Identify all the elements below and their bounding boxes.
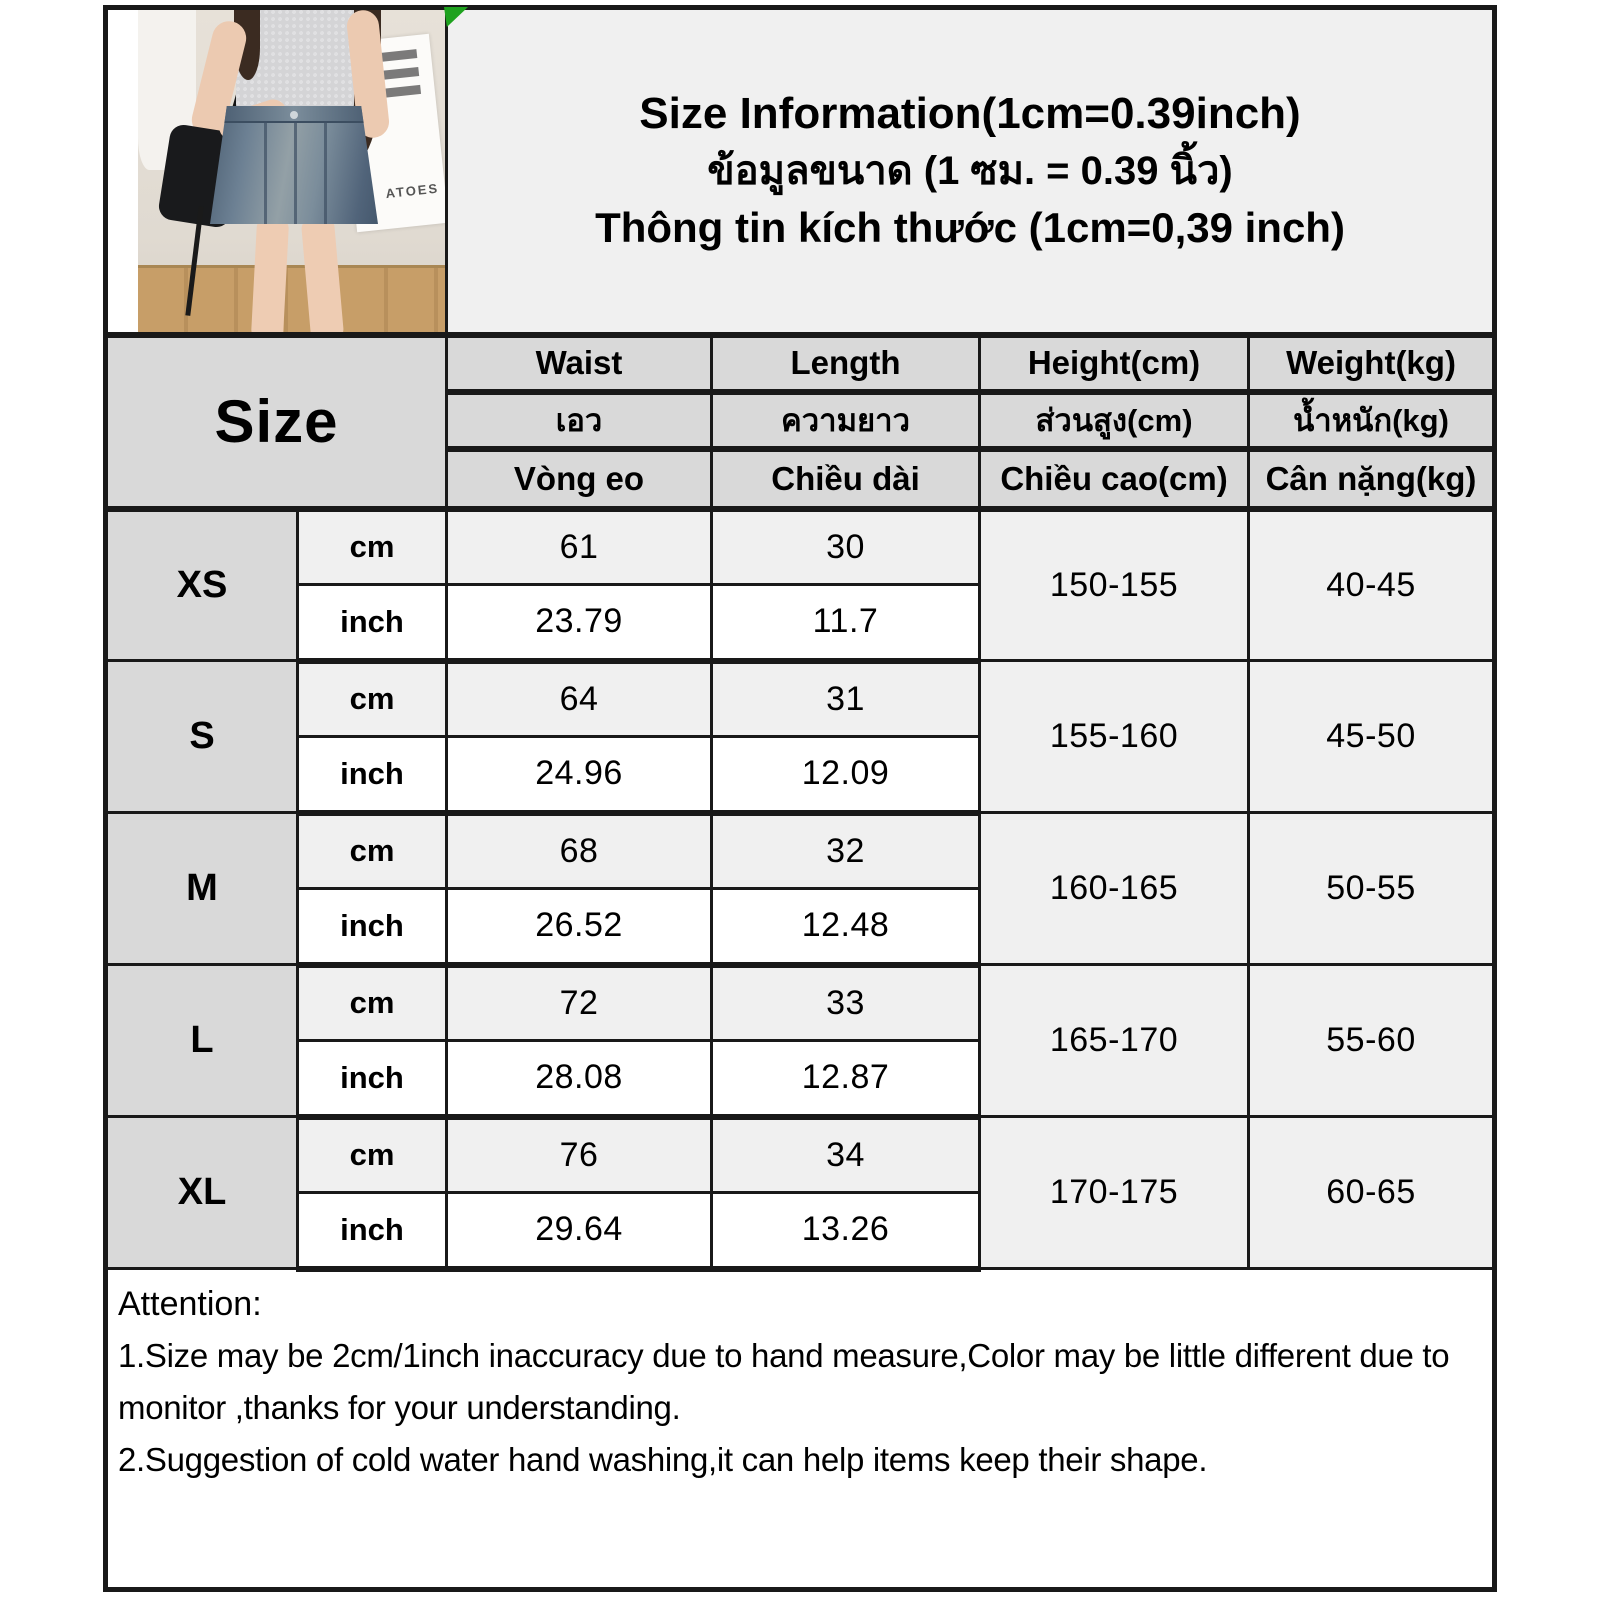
l-length-cm: 33 (712, 965, 980, 1041)
unit-cm: cm (298, 661, 447, 737)
s-waist-cm: 64 (447, 661, 712, 737)
unit-inch: inch (298, 889, 447, 965)
denim-skirt (210, 106, 378, 224)
s-length-cm: 31 (712, 661, 980, 737)
xl-waist-cm: 76 (447, 1117, 712, 1193)
size-information-table (103, 5, 1497, 1592)
unit-inch: inch (298, 585, 447, 661)
unit-cm: cm (298, 965, 447, 1041)
column-header-weight-vi: Cân nặng(kg) (1249, 449, 1495, 509)
model-left-leg (251, 217, 289, 331)
product-photo-image (138, 10, 445, 332)
l-waist-cm: 72 (447, 965, 712, 1041)
size-label-m: M (106, 813, 298, 965)
unit-inch: inch (298, 737, 447, 813)
size-label-xs: XS (106, 509, 298, 661)
l-length-inch: 12.87 (712, 1041, 980, 1117)
title-thai: ข้อมูลขนาด (1 ซม. = 0.39 นิ้ว) (707, 148, 1233, 193)
row-m-cm (106, 813, 1495, 889)
m-weight-range: 50-55 (1249, 813, 1495, 965)
m-length-cm: 32 (712, 813, 980, 889)
xs-length-inch: 11.7 (712, 585, 980, 661)
row-s-cm (106, 661, 1495, 737)
xl-height-range: 170-175 (980, 1117, 1249, 1269)
column-header-waist-th: เอว (447, 392, 712, 449)
m-length-inch: 12.48 (712, 889, 980, 965)
row-xl-cm (106, 1117, 1495, 1193)
product-photo (106, 8, 447, 335)
column-header-weight-th: น้ำหนัก(kg) (1249, 392, 1495, 449)
xs-weight-range: 40-45 (1249, 509, 1495, 661)
column-header-length-en: Length (712, 335, 980, 392)
title-vietnamese: Thông tin kích thước (1cm=0,39 inch) (595, 203, 1345, 251)
unit-cm: cm (298, 509, 447, 585)
title-english: Size Information(1cm=0.39inch) (639, 88, 1301, 138)
unit-cm: cm (298, 813, 447, 889)
attention-block (106, 1269, 1495, 1590)
xl-weight-range: 60-65 (1249, 1117, 1495, 1269)
s-waist-inch: 24.96 (447, 737, 712, 813)
l-weight-range: 55-60 (1249, 965, 1495, 1117)
xl-length-cm: 34 (712, 1117, 980, 1193)
skirt-seam (294, 121, 297, 224)
xs-height-range: 150-155 (980, 509, 1249, 661)
top-row (106, 8, 1495, 335)
xl-length-inch: 13.26 (712, 1193, 980, 1269)
l-waist-inch: 28.08 (447, 1041, 712, 1117)
unit-inch: inch (298, 1193, 447, 1269)
xs-waist-cm: 61 (447, 509, 712, 585)
column-header-height-en: Height(cm) (980, 335, 1249, 392)
s-length-inch: 12.09 (712, 737, 980, 813)
m-waist-cm: 68 (447, 813, 712, 889)
size-label-xl: XL (106, 1117, 298, 1269)
attention-row (106, 1269, 1495, 1590)
title-block (447, 8, 1495, 335)
column-header-waist-vi: Vòng eo (447, 449, 712, 509)
header-row-english (106, 335, 1495, 392)
s-height-range: 155-160 (980, 661, 1249, 813)
skirt-seam (264, 121, 267, 224)
xl-waist-inch: 29.64 (447, 1193, 712, 1269)
size-label-l: L (106, 965, 298, 1117)
photo-wood-floor (138, 265, 445, 332)
xs-waist-inch: 23.79 (447, 585, 712, 661)
attention-note-1: 1.Size may be 2cm/1inch inaccuracy due to hand measure,Color may be little different due to monitor ,thanks for your understanding. (118, 1336, 1450, 1426)
attention-note-2: 2.Suggestion of cold water hand washing,it can help items keep their shape. (118, 1440, 1208, 1478)
s-weight-range: 45-50 (1249, 661, 1495, 813)
row-xs-cm (106, 509, 1495, 585)
attention-heading: Attention: (118, 1284, 262, 1323)
column-header-height-vi: Chiều cao(cm) (980, 449, 1249, 509)
poster-brand-text: ATOES (384, 180, 440, 202)
column-header-weight-en: Weight(kg) (1249, 335, 1495, 392)
skirt-button (290, 111, 298, 119)
unit-cm: cm (298, 1117, 447, 1193)
unit-inch: inch (298, 1041, 447, 1117)
m-waist-inch: 26.52 (447, 889, 712, 965)
column-header-waist-en: Waist (447, 335, 712, 392)
l-height-range: 165-170 (980, 965, 1249, 1117)
column-header-length-th: ความยาว (712, 392, 980, 449)
m-height-range: 160-165 (980, 813, 1249, 965)
column-header-length-vi: Chiều dài (712, 449, 980, 509)
row-l-cm (106, 965, 1495, 1041)
xs-length-cm: 30 (712, 509, 980, 585)
size-header-cell: Size (106, 335, 447, 509)
column-header-height-th: ส่วนสูง(cm) (980, 392, 1249, 449)
size-label-s: S (106, 661, 298, 813)
skirt-seam (324, 121, 327, 224)
